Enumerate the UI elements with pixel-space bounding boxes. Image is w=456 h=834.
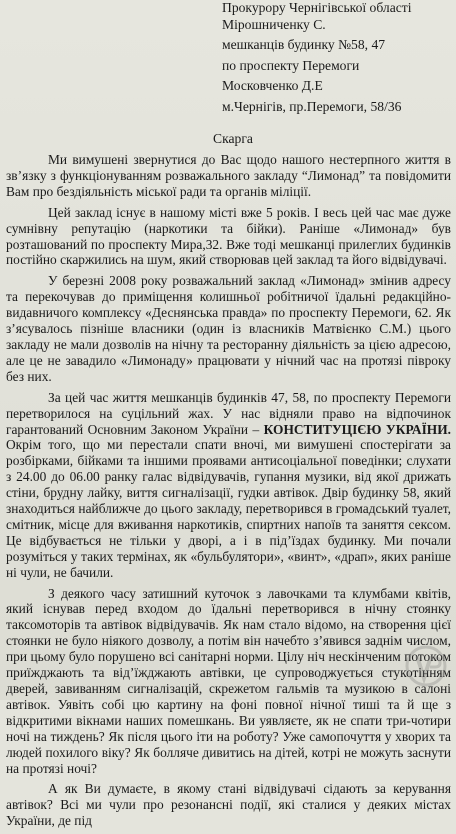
paragraph-5: З деякого часу затишний куточок з лавочками та клумбами квітів, який існував перед входом до їдальні перетворився в нічну стоянку таксомоторів та автівок відвідувачів. Як нам стало відомо, на створення цієї стоянки не було ніякого дозволу, а потім він начебто з’явився заднім числом, при цьому було порушено всі санітарні норми. Цілу ніч нескінченим потоком приїжджають та від’їжджають автівки, це супроводжується стукотінням дверей, завиванням сигналізацій, скрежетом гальмів та музикою в салоні автівок. Уявіть собі цю картину на фоні повної нічної тиші та й ще з відкритими вікнами наших помешкань. Ви уявляєте, як не спати три-чотири ночі на тиждень? Як після цього іти на роботу? Уже самопочуття у хворих та людей похилого віку? Як болляче дивитись на дітей, котрі не можуть заснути на протязі ночі?: [6, 585, 451, 776]
address-line-sender-name: Московченко Д.Е: [222, 78, 323, 93]
address-line-recipient: Прокурору Чернігівської області: [222, 0, 412, 15]
recipient-address-block: [222, 0, 452, 115]
address-line-residents: мешканців будинку №58, 47: [222, 37, 386, 52]
paragraph-4: [6, 390, 451, 581]
paragraph-4-start: За цей час життя мешканців будинків 47, 58, по проспекту Перемоги перетворилося на суцільний жах. У нас відняли право на відпочинок гарантований Основним Законом України –: [6, 389, 451, 437]
paragraph-3: У березні 2008 року розважальний заклад «Лимонад» змінив адресу та перекочував до приміщення колишньої робітничої їдальні редакційно-видавничого комплексу «Деснянська правда» по проспекту Перемоги, 62. Як з’ясувалось пізніше власники (один із власників Матвієнко С.М.) цього закладу не мали дозволів на нічну та ресторанну діяльність за цією адресою, але це не завадило «Лимонаду» працювати у нічний час на протязі півроку без них.: [6, 273, 451, 384]
paragraph-2: Цей заклад існує в нашому місті вже 5 років. І весь цей час має дуже сумнівну репутацію (наркотики та бійки). Раніше «Лимонад» був розташований по проспекту Мира,32. Вже тоді мешканці прилеглих будинків постійно скаржились на шум, який створював цей заклад та його відвідувачі.: [6, 204, 451, 268]
address-line-recipient-name: Мірошниченку С.: [222, 16, 326, 32]
paragraph-4-end: Окрім того, що ми перестали спати вночі, ми вимушені спостерігати за розбірками, бійками та іншими проявами антисоціальної поведінки; слухати з 24.00 до 06.00 ранку галас відвідувачів, гупання музики, від якої дрижать стіни, брудну лайку, виття сигналізації, гудки автівок. Двір будинку 58, який знаходиться найближче до цього закладу, перетворився в громадський туалет, смітник, місце для вживання наркотиків, спиртних напоїв та заняття сексом. Це відбувається не тільки у дворі, а і в під’їздах будинку. Ми почали розуміться у таких термінах, як «бульбулятори», «винт», «драп», яких раніше ні чули, не бачили.: [6, 437, 451, 580]
watermark-logo-icon: [402, 644, 450, 688]
paragraph-6: А як Ви думаєте, в якому стані відвідувачі сідають за керування автівок? Всі ми чули про резонансні події, які сталися у деяких містах України, де під: [6, 781, 451, 829]
complaint-body: [6, 152, 451, 834]
paragraph-1: Ми вимушені звернутися до Вас щодо нашого нестерпного життя в зв’язку з функціонуванням розважального закладу “Лимонад” та повідомити Вам про бездіяльність міської ради та органів міліції.: [6, 152, 451, 199]
address-line-sender-address: м.Чернігів, пр.Перемоги, 58/36: [222, 98, 402, 114]
address-line-street: по проспекту Перемоги: [222, 57, 360, 73]
constitution-emphasis: КОНСТИТУЦІЄЮ УКРАЇНИ.: [263, 421, 451, 437]
document-title: Скарга: [213, 131, 253, 146]
